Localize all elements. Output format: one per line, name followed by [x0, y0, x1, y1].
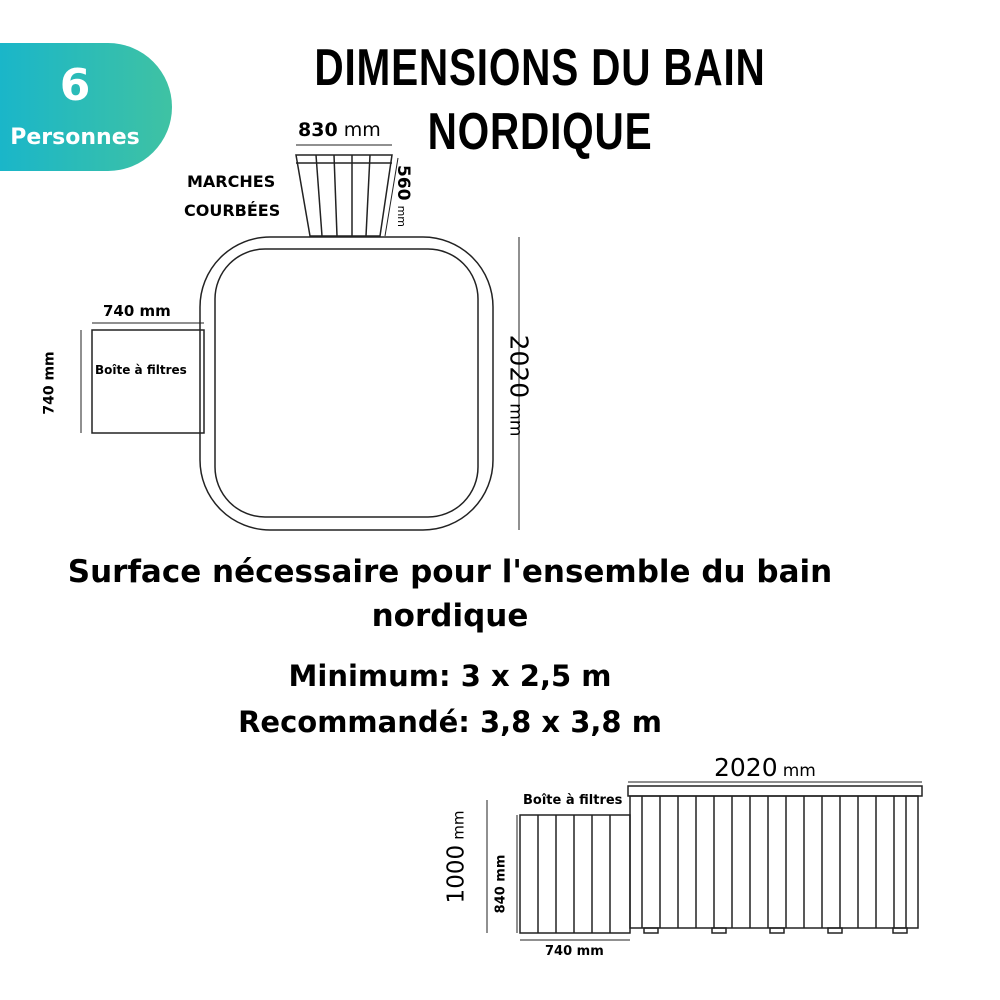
- page-title: DIMENSIONS DU BAIN NORDIQUE: [314, 39, 766, 161]
- steps-width-label: [298, 118, 381, 142]
- filter-side-width-label: 740 mm: [545, 944, 604, 959]
- filter-box-side-view: [520, 815, 630, 933]
- surface-heading-line2: nordique: [371, 598, 529, 634]
- side-tub-length-value: 2020: [714, 753, 778, 782]
- surface-heading-line1: Surface nécessaire pour l'ensemble du bain: [67, 554, 833, 590]
- steps-label-line2: COURBÉES: [184, 201, 281, 220]
- total-height-value: 1000: [443, 844, 470, 904]
- side-tub-length-label: [714, 753, 816, 782]
- steps-width-unit: mm: [343, 119, 381, 141]
- tub-length-value: 2020: [504, 334, 534, 399]
- tub-inner-outline: [215, 249, 478, 517]
- tub-outer-outline: [200, 237, 493, 530]
- persons-count: 6: [59, 60, 91, 111]
- side-filter-box-label: Boîte à filtres: [523, 793, 623, 808]
- filter-box-label: Boîte à filtres: [95, 363, 187, 377]
- curved-steps: [296, 155, 392, 236]
- filter-height-label: 840 mm: [493, 854, 509, 914]
- surface-heading: [0, 550, 900, 638]
- filter-width-label: 740 mm: [103, 302, 171, 320]
- surface-minimum: Minimum: 3 x 2,5 m: [288, 659, 612, 693]
- steps-label-line1: MARCHES: [187, 172, 276, 191]
- tub-side-view: [628, 786, 922, 933]
- steps-depth-label: [393, 165, 413, 227]
- steps-depth-value: 560: [393, 164, 414, 201]
- total-height-label: [443, 811, 469, 904]
- filter-box-top-outline: [92, 330, 204, 433]
- filter-depth-label: 740 mm: [41, 351, 58, 415]
- steps-width-value: 830: [298, 119, 338, 141]
- persons-label: Personnes: [10, 125, 140, 150]
- total-height-unit: mm: [449, 810, 468, 840]
- tub-length-unit: mm: [505, 403, 526, 437]
- tub-length-label: [504, 335, 533, 437]
- steps-depth-unit: mm: [395, 205, 409, 228]
- surface-recommended: Recommandé: 3,8 x 3,8 m: [238, 705, 662, 739]
- side-tub-length-unit: mm: [782, 761, 816, 781]
